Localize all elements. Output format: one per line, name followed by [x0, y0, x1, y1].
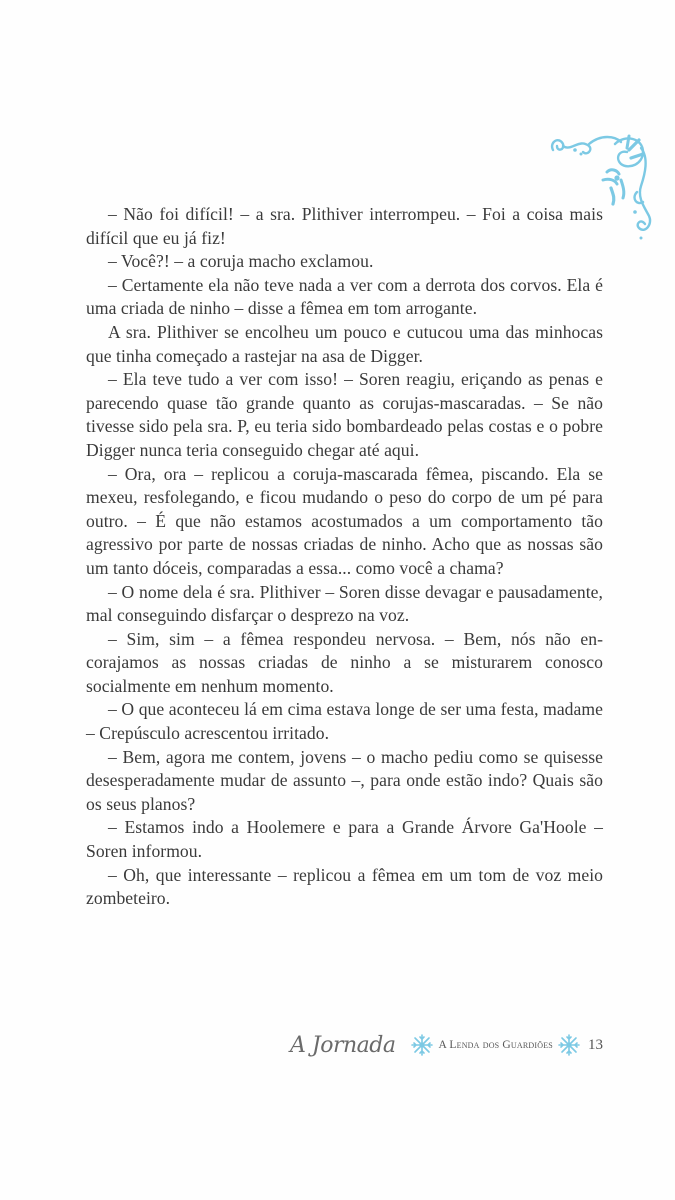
snowflake-icon — [558, 1034, 580, 1056]
paragraph: – Ela teve tudo a ver com isso! – Soren reagiu, eriçando as penas e parecendo quase tão grande quanto as corujas-mascaradas. – Se não tivesse sido pela sra. P, eu teria sido bombardeado pelas costas e o pobre Digger nunca teria conseguido chegar até aqui. — [86, 369, 603, 460]
snowflake-icon — [411, 1034, 433, 1056]
paragraph: – Ora, ora – replicou a coruja-mascarada fêmea, piscando. Ela se mexeu, resfolegando, e ficou mudando o peso do corpo de um pé para outro. – É que não estamos acostumados a um comportamento tão agressivo por parte de nossas criadas de ninho. Acho que as nossas são um tanto dóceis, comparadas a essa... como você a chama? — [86, 463, 603, 578]
series-title: A Lenda dos Guardiões — [438, 1039, 553, 1051]
paragraph: A sra. Plithiver se encolheu um pouco e cutucou uma das minhocas que tinha começado a rastejar na asa de Digger. — [86, 321, 603, 366]
paragraph: – Sim, sim – a fêmea respondeu nervosa. – Bem, nós não encorajamos as nossas criadas de ninho a se misturarem conosco socialmente em nenhum momento. — [86, 628, 603, 696]
paragraph: – Estamos indo a Hoolemere e para a Grande Árvore Ga'Hoole – Soren informou. — [86, 817, 603, 862]
paragraph: – O nome dela é sra. Plithiver – Soren disse devagar e pausadamente, mal conseguindo disfarçar o desprezo na voz. — [86, 581, 603, 626]
paragraph: – Você?! – a coruja macho exclamou. — [108, 251, 374, 272]
paragraph: – Bem, agora me contem, jovens – o macho pediu como se quisesse desesperadamente mudar de assunto –, para onde estão indo? Quais são os seus planos? — [86, 746, 603, 814]
paragraph: – Oh, que interessante – replicou a fêmea em um tom de voz meio zombeteiro. — [86, 864, 603, 909]
paragraph: – O que aconteceu lá em cima estava longe de ser uma festa, madame – Crepúsculo acrescentou irritado. — [86, 699, 603, 744]
paragraph: – Certamente ela não teve nada a ver com a derrota dos corvos. Ela é uma criada de ninho – disse a fêmea em tom arrogante. — [86, 274, 603, 319]
page-footer — [290, 1027, 640, 1063]
paragraph: – Não foi difícil! – a sra. Plithiver interrompeu. – Foi a coisa mais difícil que eu já fiz! — [86, 204, 603, 248]
body-text — [86, 203, 603, 911]
page-number: 13 — [587, 1036, 603, 1053]
book-title: A Jornada — [290, 1032, 396, 1058]
